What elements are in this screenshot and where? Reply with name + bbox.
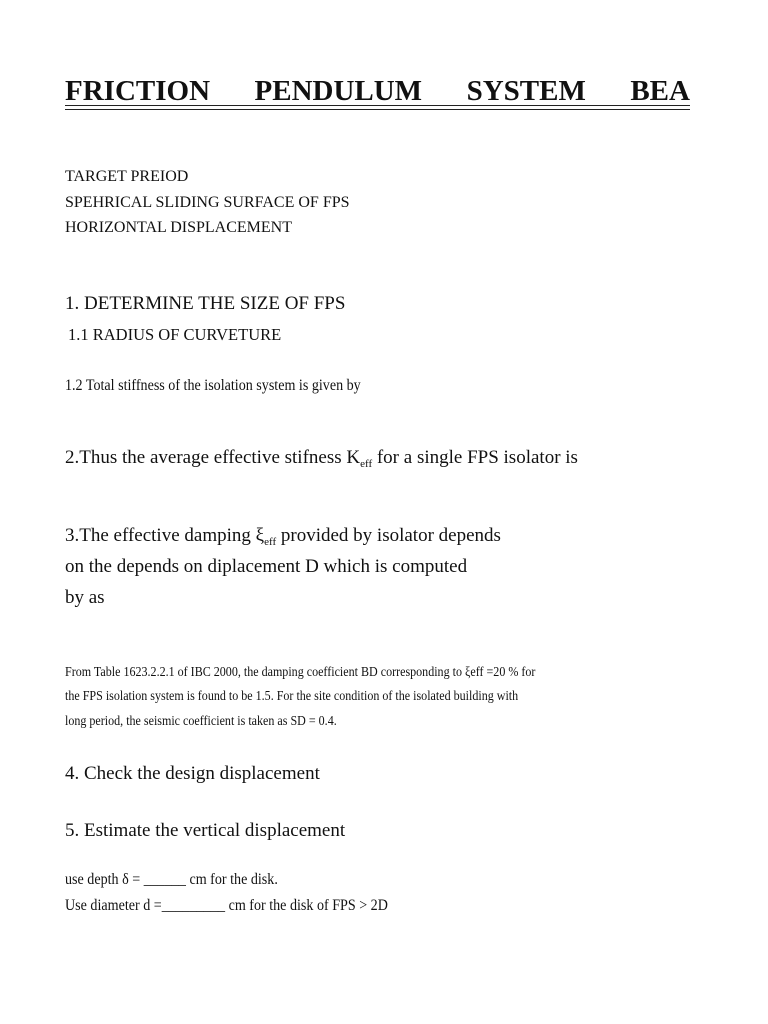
section-2-text-after: for a single FPS isolator is [372,447,578,468]
title-underline-bottom [65,109,690,110]
keff-subscript: eff [360,458,373,470]
section-1-2-text: 1.2 Total stiffness of the isolation system is given by [65,377,361,394]
title-underline-top [65,105,690,106]
section-5-heading: 5. Estimate the vertical displacement [65,820,346,841]
section-3-line-1-before: 3.The effective damping ξ [65,525,265,546]
xi-eff-subscript: eff [264,536,277,548]
title-word-4: BEA [630,75,690,107]
section-4-heading: 4. Check the design displacement [65,763,320,784]
section-3-line-2: on the depends on diplacement D which is computed [65,556,468,577]
section-3-line-3: by as [65,587,105,608]
sliding-surface-label: SPEHRICAL SLIDING SURFACE OF FPS [65,194,350,211]
depth-line: use depth δ = ______ cm for the disk. [65,871,278,888]
ibc-paragraph-line-3: long period, the seismic coefficient is taken as SD = 0.4. [65,714,337,729]
horizontal-displacement-label: HORIZONTAL DISPLACEMENT [65,219,292,236]
title-word-2: PENDULUM [254,75,423,107]
title-word-1: FRICTION [65,75,211,107]
page-title [65,74,690,108]
target-period-label: TARGET PREIOD [65,168,189,185]
section-3-line-1-after: provided by isolator depends [276,525,501,546]
section-1-1-heading: 1.1 RADIUS OF CURVETURE [68,325,282,344]
ibc-paragraph-line-2: the FPS isolation system is found to be 1.5. For the site condition of the isolated building with [65,689,519,704]
ibc-paragraph-line-1: From Table 1623.2.2.1 of IBC 2000, the damping coefficient BD corresponding to ξeff =20 % for [65,665,536,680]
title-word-3: SYSTEM [466,75,586,107]
diameter-line: Use diameter d =_________ cm for the disk of FPS > 2D [65,897,388,914]
section-2-text-before: 2.Thus the average effective stifness K [65,447,361,468]
section-3-line-1 [65,524,501,548]
section-2-text [65,446,578,470]
section-1-heading: 1. DETERMINE THE SIZE OF FPS [65,293,346,314]
